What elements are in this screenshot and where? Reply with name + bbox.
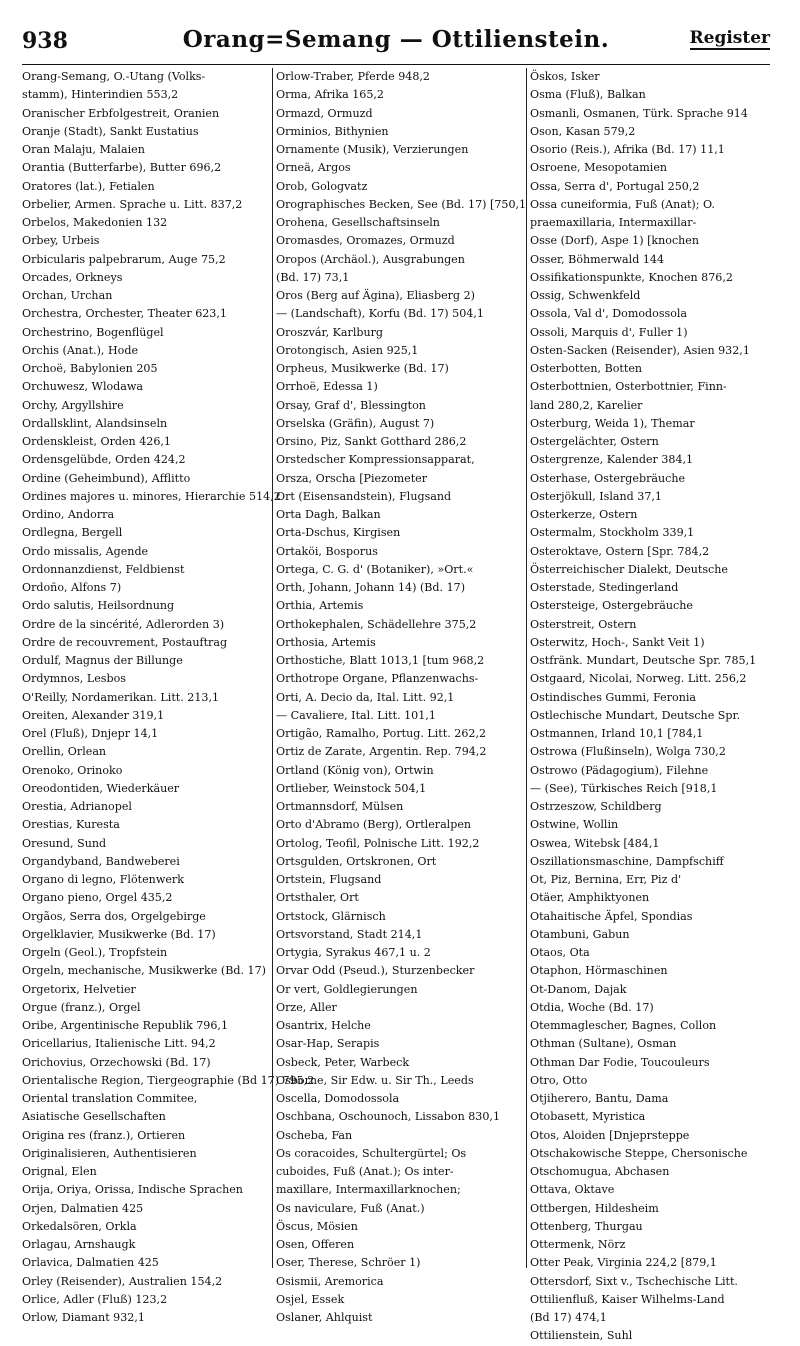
index-entry: — (Landschaft), Korfu (Bd. 17) 504,1 [276,307,484,321]
index-entry: Orchan, Urchan [22,289,113,302]
index-entry: Orrhoë, Edessa 1) [276,380,378,394]
index-entry: Orientalische Region, Tiergeographie (Bd 17) 795,2 [22,1073,315,1087]
index-entry: Orchestra, Orchester, Theater 623,1 [22,307,227,321]
index-entry: Orbicularis palpebrarum, Auge 75,2 [22,252,226,266]
index-entry: Orchy, Argyllshire [22,398,124,412]
index-entry: Otaphon, Hörmaschinen [530,964,668,978]
index-entry: (Bd 17) 474,1 [530,1311,607,1324]
index-entry: Organo pieno, Orgel 435,2 [22,891,173,905]
index-entry: Osborne, Sir Edw. u. Sir Th., Leeds [276,1073,474,1087]
index-entry: Otos, Aloiden [Dnjeprsteppe [530,1128,690,1142]
index-entry: Ottava, Oktave [530,1183,615,1197]
index-entry: Oran Malaju, Malaien [22,143,145,156]
index-entry: Organo di legno, Flötenwerk [22,873,184,886]
index-entry: Orthia, Artemis [276,599,364,613]
index-entry: Orichovius, Orzechowski (Bd. 17) [22,1055,211,1069]
index-entry: Otemmaglescher, Bagnes, Collon [530,1019,717,1032]
index-entry: Ortsthaler, Ort [276,891,359,905]
index-entry: Ostmannen, Irland 10,1 [784,1 [530,727,704,740]
index-entry: Orjen, Dalmatien 425 [22,1201,144,1215]
section-label: Register [689,28,770,48]
index-entry: Asiatische Gesellschaften [22,1110,166,1124]
index-entry: Orvar Odd (Pseud.), Sturzenbecker [276,964,475,978]
index-entry: Oresund, Sund [22,836,107,850]
index-entry: Orgeln, mechanische, Musikwerke (Bd. 17) [22,964,266,978]
index-entry: Öskos, Isker [530,70,600,83]
index-entry: Ordonnanzdienst, Feldbienst [22,562,185,576]
index-entry: Otdia, Woche (Bd. 17) [530,1000,654,1014]
index-entry: (Bd. 17) 73,1 [276,270,350,284]
index-entry: Ostfränk. Mundart, Deutsche Spr. 785,1 [530,654,757,667]
index-entry: Ostrowo (Pädagogium), Filehne [530,763,709,777]
index-entry: Ordallsklint, Alandsinseln [22,416,168,430]
index-entry: O'Reilly, Nordamerikan. Litt. 213,1 [22,690,220,704]
index-entry: Ordulf, Magnus der Billunge [22,654,183,667]
index-entry: Otahaitische Äpfel, Spondias [530,909,693,923]
index-entry: Orto d'Abramo (Berg), Ortleralpen [276,818,472,832]
index-entry: Ossig, Schwenkfeld [530,289,641,302]
index-entry: Ortega, C. G. d' (Botaniker), »Ort.« [276,562,474,576]
index-entry: Orstedscher Kompressionsapparat, [276,453,475,467]
index-entry: Oscheba, Fan [276,1128,353,1142]
index-entry: Ossifikationspunkte, Knochen 876,2 [530,270,733,284]
index-entry: Orcades, Orkneys [22,270,123,284]
index-entry: Orpheus, Musikwerke (Bd. 17) [276,362,449,375]
index-entry: Osar-Hap, Serapis [276,1037,380,1051]
index-entry: Ordo salutis, Heilsordnung [22,599,175,613]
index-entry: Ordensgelübde, Orden 424,2 [22,453,186,467]
index-entry: Osterwitz, Hoch-, Sankt Veit 1) [530,635,705,649]
index-entry: maxillare, Intermaxillarknochen; [276,1183,461,1197]
index-entry: Orgelklavier, Musikwerke (Bd. 17) [22,927,216,941]
index-entry: Otschakowische Steppe, Chersonische [530,1146,748,1160]
index-entry: Osterbotten, Botten [530,362,643,375]
index-entry: Otambuni, Gabun [530,927,630,941]
index-entry: Ostersteige, Ostergebräuche [530,599,693,613]
index-entry: Orthokephalen, Schädellehre 375,2 [276,617,477,631]
index-entry: Orthostiche, Blatt 1013,1 [tum 968,2 [276,654,485,667]
index-entry: Ortigão, Ramalho, Portug. Litt. 262,2 [276,727,487,740]
index-entry: Orminios, Bithynien [276,124,389,138]
index-entry: Ostergrenze, Kalender 384,1 [530,453,694,467]
index-entry: Osterstade, Stedingerland [530,581,679,594]
index-entry: Österreichischer Dialekt, Deutsche [530,562,728,576]
index-entry: Orsino, Piz, Sankt Gotthard 286,2 [276,435,467,448]
index-entry: Orsay, Graf d', Blessington [276,398,426,412]
index-entry: Ot, Piz, Bernina, Err, Piz d' [530,873,682,886]
index-entry: Osmanli, Osmanen, Türk. Sprache 914 [530,106,748,120]
index-entry: Orgue (franz.), Orgel [22,1000,141,1014]
index-entry: Orignal, Elen [22,1165,97,1178]
index-entry: Oricellarius, Italienische Litt. 94,2 [22,1037,216,1051]
index-entry: Oscella, Domodossola [276,1092,400,1105]
index-entry: Ostindisches Gummi, Feronia [530,690,697,704]
index-entry: Ottermenk, Nörz [530,1238,626,1251]
index-entry: Orthosia, Artemis [276,635,376,649]
index-entry: Orlice, Adler (Fluß) 123,2 [22,1292,168,1306]
index-entry: Orgãos, Serra dos, Orgelgebirge [22,909,206,923]
index-entry: Orlavica, Dalmatien 425 [22,1256,159,1270]
index-entry: Osten-Sacken (Reisender), Asien 932,1 [530,343,750,357]
index-entry: Otobasett, Myristica [530,1110,646,1124]
page-number: 938 [22,28,68,54]
index-entry: Orth, Johann, Johann 14) (Bd. 17) [276,581,466,594]
index-entry: Or vert, Goldlegierungen [276,982,418,996]
index-entry: Oribe, Argentinische Republik 796,1 [22,1019,229,1032]
index-entry: Osma (Fluß), Balkan [530,88,646,102]
index-entry: Osse (Dorf), Aspe 1) [knochen [530,234,700,248]
index-entry: Osterstreit, Ostern [530,617,637,631]
index-entry: Ossola, Val d', Domodossola [530,307,688,321]
index-entry: Otäer, Amphiktyonen [530,891,650,905]
index-entry: Organdyband, Bandweberei [22,854,180,868]
index-entry: Orselska (Gräfin), August 7) [276,416,435,430]
index-entry: Osroene, Mesopotamien [530,161,668,175]
index-entry: Orenoko, Orinoko [22,763,123,777]
index-entry: Osjel, Essek [276,1292,345,1306]
index-entry: Orestia, Adrianopel [22,800,132,813]
index-entry: Ortmannsdorf, Mülsen [276,800,404,813]
index-entry: Ostlechische Mundart, Deutsche Spr. [530,708,741,722]
index-entry: cuboides, Fuß (Anat.); Os inter- [276,1165,454,1178]
index-entry: Orob, Gologvatz [276,179,368,193]
index-entry: Oslaner, Ahlquist [276,1311,373,1324]
index-entry: Ordlegna, Bergell [22,526,123,540]
index-column-2 [276,68,527,1324]
index-entry: Orta Dagh, Balkan [276,508,381,521]
index-entry: Oreodontiden, Wiederkäuer [22,781,180,795]
index-entry: Ort (Eisensandstein), Flugsand [276,489,452,503]
index-entry: Osterburg, Weida 1), Themar [530,416,695,430]
index-entry: Os naviculare, Fuß (Anat.) [276,1201,425,1215]
index-entry: Orographisches Becken, See (Bd. 17) [750,1 [276,197,527,211]
index-entry: Ordenskleist, Orden 426,1 [22,435,171,448]
index-entry: Ortaköi, Bosporus [276,544,378,558]
index-entry: Osismii, Aremorica [276,1274,384,1288]
index-entry: Ormazd, Ormuzd [276,106,373,120]
index-entry: Ostwine, Wollin [530,818,619,832]
index-entry: Osterkerze, Ostern [530,508,638,521]
index-entry: Osterjökull, Island 37,1 [530,489,662,503]
index-entry: Otaos, Ota [530,946,590,959]
index-entry: Orchuwesz, Wlodawa [22,380,144,394]
index-entry: Othman (Sultane), Osman [530,1037,677,1051]
index-entry: Ostermalm, Stockholm 339,1 [530,526,695,540]
index-entry: Ot-Danom, Dajak [530,982,627,996]
index-entry: Osterbottnien, Osterbottnier, Finn- [530,380,727,394]
index-entry: Ortolog, Teofil, Polnische Litt. 192,2 [276,836,480,850]
index-column-3 [530,68,772,1343]
index-entry: Ortlieber, Weinstock 504,1 [276,781,427,795]
index-entry: Orantia (Butterfarbe), Butter 696,2 [22,161,222,175]
index-entry: Ordo missalis, Agende [22,544,149,558]
index-entry: Orestias, Kuresta [22,818,120,832]
index-entry: Orija, Oriya, Orissa, Indische Sprachen [22,1183,243,1197]
index-entry: Orbelier, Armen. Sprache u. Litt. 837,2 [22,197,243,211]
index-entry: Orlow, Diamant 932,1 [22,1311,145,1324]
index-entry: Oszillationsmaschine, Dampfschiff [530,854,724,868]
index-entry: Othman Dar Fodie, Toucouleurs [530,1055,710,1069]
index-entry: Öscus, Mösien [276,1219,358,1233]
index-entry: Ostgaard, Nicolai, Norweg. Litt. 256,2 [530,672,747,686]
index-entry: stamm), Hinterindien 553,2 [22,88,179,102]
index-entry: Os coracoides, Schultergürtel; Os [276,1146,467,1160]
index-entry: Ossa cuneiformia, Fuß (Anat); O. [530,197,715,211]
index-entry: Oratores (lat.), Fetialen [22,179,155,193]
index-entry: Oranje (Stadt), Sankt Eustatius [22,124,199,138]
index-entry: Orchestrino, Bogenflügel [22,325,164,339]
index-entry: Ortsgulden, Ortskronen, Ort [276,854,437,868]
index-entry: Ortiz de Zarate, Argentin. Rep. 794,2 [276,745,487,759]
column-divider [272,68,273,1268]
index-entry: Ostergelächter, Ostern [530,435,659,448]
index-entry: Orma, Afrika 165,2 [276,88,384,102]
index-entry: Osser, Böhmerwald 144 [530,252,665,266]
index-entry: Orley (Reisender), Australien 154,2 [22,1274,223,1288]
index-entry: Osbeck, Peter, Warbeck [276,1055,410,1069]
index-entry: Osorio (Reis.), Afrika (Bd. 17) 11,1 [530,143,725,156]
index-entry: Ordino, Andorra [22,508,115,521]
index-entry: Orgetorix, Helvetier [22,982,136,996]
index-entry: Ornamente (Musik), Verzierungen [276,143,469,156]
index-entry: Osteroktave, Ostern [Spr. 784,2 [530,544,710,558]
index-entry: Ossa, Serra d', Portugal 250,2 [530,179,700,193]
index-entry: Ordoño, Alfons 7) [22,581,122,594]
index-entry: Orchis (Anat.), Hode [22,343,139,357]
index-entry: Ordre de la sincérité, Adlerorden 3) [22,617,225,631]
column-divider [526,68,527,1268]
index-entry: Orze, Aller [276,1000,337,1014]
index-entry: Orotongisch, Asien 925,1 [276,343,419,357]
index-entry: Orbey, Urbeis [22,234,100,248]
index-entry: — (See), Türkisches Reich [918,1 [530,781,718,795]
index-entry: Ortygia, Syrakus 467,1 u. 2 [276,946,431,959]
page-title: Orang=Semang — Ottilienstein. [182,26,610,53]
index-entry: Oswea, Witebsk [484,1 [530,836,660,850]
index-entry: Orohena, Gesellschaftsinseln [276,216,440,229]
index-entry: Orsza, Orscha [Piezometer [276,471,428,485]
index-entry: Orlagau, Arnshaugk [22,1238,136,1251]
index-entry: Oranischer Erbfolgestreit, Oranien [22,106,220,120]
index-entry: Ortland (König von), Ortwin [276,763,434,777]
index-entry: Ortstein, Flugsand [276,873,382,886]
index-entry: Ottersdorf, Sixt v., Tschechische Litt. [530,1274,738,1288]
index-entry: praemaxillaria, Intermaxillar- [530,216,697,229]
index-entry: Oser, Therese, Schröer 1) [276,1256,421,1270]
index-entry: Orkedalsören, Orkla [22,1219,137,1233]
index-entry: Orneä, Argos [276,161,351,175]
index-entry: Oschbana, Oschounoch, Lissabon 830,1 [276,1110,501,1124]
index-entry: Osantrix, Helche [276,1019,371,1032]
index-entry: Ottbergen, Hildesheim [530,1201,659,1215]
index-entry: Oson, Kasan 579,2 [530,124,636,138]
index-entry: Ottenberg, Thurgau [530,1219,643,1233]
index-entry: Orgeln (Geol.), Tropfstein [22,946,168,959]
index-entry: Originalisieren, Authentisieren [22,1146,197,1160]
index-entry: Oreiten, Alexander 319,1 [22,708,165,722]
index-entry: Osen, Offeren [276,1238,355,1251]
index-entry: Ordymnos, Lesbos [22,672,126,686]
index-entry: Orel (Fluß), Dnjepr 14,1 [22,727,159,740]
index-entry: Oropos (Archäol.), Ausgrabungen [276,252,465,266]
index-entry: Orti, A. Decio da, Ital. Litt. 92,1 [276,690,455,704]
index-entry: Orellin, Orlean [22,745,107,759]
index-entry: Oroszvár, Karlburg [276,325,384,339]
index-entry: Oros (Berg auf Ägina), Eliasberg 2) [276,289,475,302]
index-entry: Ordines majores u. minores, Hierarchie 514,2 [22,489,281,503]
index-entry: Otro, Otto [530,1073,588,1087]
index-entry: Ossoli, Marquis d', Fuller 1) [530,325,688,339]
index-entry: Origina res (franz.), Ortieren [22,1128,186,1142]
index-entry: Ostrzeszow, Schildberg [530,800,662,813]
index-entry: Ottilienstein, Suhl [530,1329,633,1343]
index-entry: Oriental translation Commitee, [22,1092,198,1105]
index-entry: Ortsvorstand, Stadt 214,1 [276,927,423,941]
index-entry: Ordre de recouvrement, Postauftrag [22,635,228,649]
page-header [22,26,770,60]
index-entry: Orlow-Traber, Pferde 948,2 [276,70,430,83]
index-entry: Ordine (Geheimbund), Afflitto [22,471,191,485]
index-entry: Oromasdes, Oromazes, Ormuzd [276,234,455,248]
index-entry: Orta-Dschus, Kirgisen [276,526,401,540]
index-entry: Ottilienfluß, Kaiser Wilhelms-Land [530,1292,725,1306]
header-rule [22,64,770,65]
index-entry: Otschomugua, Abchasen [530,1165,670,1178]
index-entry: Otter Peak, Virginia 224,2 [879,1 [530,1256,717,1270]
index-entry: land 280,2, Karelier [530,398,643,412]
index-entry: Otjiherero, Bantu, Dama [530,1092,669,1105]
index-entry: Orchoë, Babylonien 205 [22,362,158,375]
index-entry: Ostrowa (Flußinseln), Wolga 730,2 [530,745,726,759]
index-entry: Orang-Semang, O.-Utang (Volks- [22,70,206,83]
index-entry: Osterhase, Ostergebräuche [530,471,686,485]
index-entry: Ortstock, Glärnisch [276,909,386,923]
index-entry: — Cavaliere, Ital. Litt. 101,1 [276,708,436,722]
index-entry: Orthotrope Organe, Pflanzenwachs- [276,672,479,686]
index-entry: Orbelos, Makedonien 132 [22,216,168,229]
